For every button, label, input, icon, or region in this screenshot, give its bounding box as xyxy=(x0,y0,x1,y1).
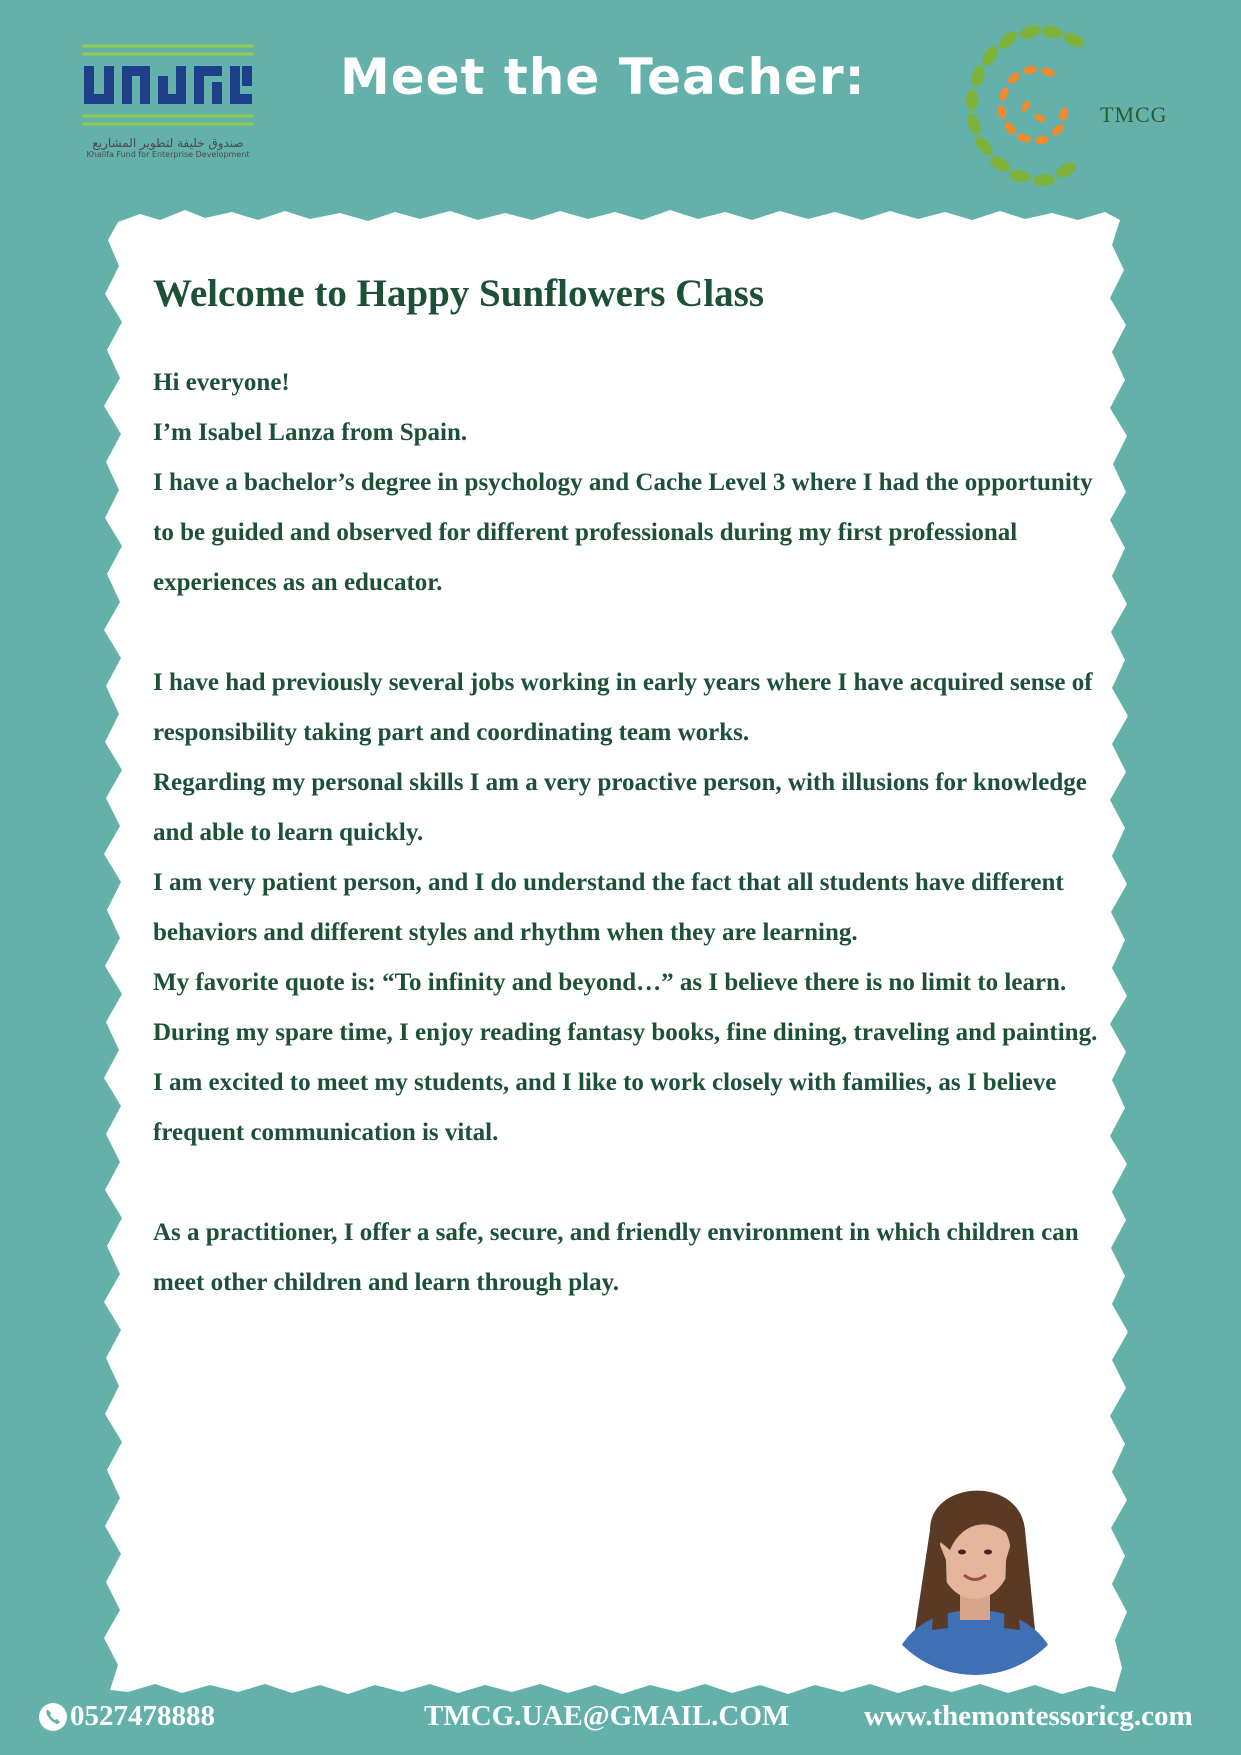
tmcg-logo-text: TMCG xyxy=(1100,102,1168,127)
paragraph-patience: I am very patient person, and I do understand the fact that all students have different behaviors and different styles and rhythm when they are learning. xyxy=(153,869,1064,946)
paragraph-quote: My favorite quote is: “To infinity and beyond…” as I believe there is no limit to learn. xyxy=(153,969,1067,996)
paragraph-intro: I’m Isabel Lanza from Spain. xyxy=(153,419,468,446)
tmcg-leaf-icon xyxy=(960,18,1100,208)
letter-body xyxy=(153,358,1103,1308)
paragraph-spacer xyxy=(153,1158,1103,1208)
paragraph-greeting: Hi everyone! xyxy=(153,369,290,396)
khalifa-fund-logo xyxy=(82,42,258,172)
letter-content xyxy=(153,270,1103,1308)
paragraph-education: I have a bachelor’s degree in psychology and Cache Level 3 where I had the opportunity to be guided and observed for different professionals during my first professional experiences as an educator. xyxy=(153,469,1093,596)
phone-number: 0527478888 xyxy=(70,1700,215,1732)
phone-icon xyxy=(38,1702,68,1732)
tmcg-logo xyxy=(960,18,1180,208)
logo-english-name: Khalifa Fund for Enterprise Development xyxy=(86,150,250,159)
letter-heading: Welcome to Happy Sunflowers Class xyxy=(153,272,765,315)
paragraph-spacer xyxy=(153,608,1103,658)
paragraph-skills: Regarding my personal skills I am a very proactive person, with illusions for knowledge and able to learn quickly. xyxy=(153,769,1087,846)
paragraph-hobbies: During my spare time, I enjoy reading fantasy books, fine dining, traveling and painting. xyxy=(153,1019,1098,1046)
teacher-photo xyxy=(870,1460,1080,1675)
footer xyxy=(0,1700,1241,1740)
paragraph-practitioner: As a practitioner, I offer a safe, secure, and friendly environment in which children can meet other children and learn through play. xyxy=(153,1219,1079,1296)
footer-email[interactable]: TMCG.UAE@GMAIL.COM xyxy=(424,1700,790,1732)
khalifa-fund-kufic-icon xyxy=(82,42,254,128)
paragraph-families: I am excited to meet my students, and I like to work closely with families, as I believe frequent communication is vital. xyxy=(153,1069,1057,1146)
page-title: Meet the Teacher: xyxy=(340,48,866,106)
logo-arabic-name: صندوق خليفة لتطوير المشاريع xyxy=(92,136,244,150)
teacher-portrait-icon xyxy=(870,1460,1080,1675)
paragraph-experience: I have had previously several jobs working in early years where I have acquired sense of responsibility taking part and coordinating team works. xyxy=(153,669,1093,746)
footer-website[interactable]: www.themontessoricg.com xyxy=(864,1700,1193,1732)
footer-phone[interactable] xyxy=(38,1700,215,1733)
